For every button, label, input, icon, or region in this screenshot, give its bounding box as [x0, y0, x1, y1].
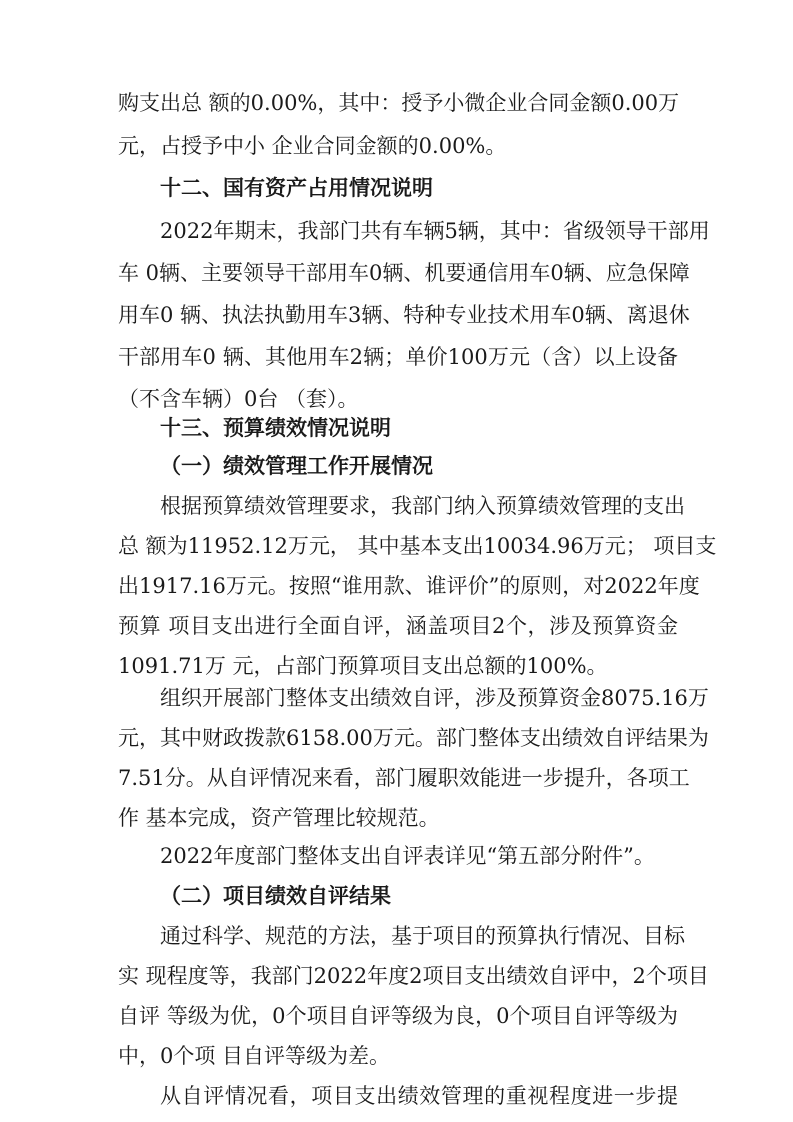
paragraph-line: 总 额为11952.12万元， 其中基本支出10034.96万元； 项目支 [118, 534, 717, 558]
paragraph-line: 干部用车0 辆、其他用车2辆；单价100万元（含）以上设备 [118, 345, 678, 369]
paragraph-line: 2022年度部门整体支出自评表详见“第五部分附件”。 [160, 844, 655, 868]
paragraph-line: 自评 等级为优，0个项目自评等级为良，0个项目自评等级为 [118, 1004, 678, 1028]
paragraph-line: 通过科学、规范的方法，基于项目的预算执行情况、目标 [160, 924, 685, 948]
paragraph-line: （不含车辆）0台 （套）。 [118, 387, 359, 411]
paragraph-line: 作 基本完成，资产管理比较规范。 [118, 806, 440, 830]
paragraph-line: 实 现程度等，我部门2022年度2项目支出绩效自评中，2个项目 [118, 964, 709, 988]
paragraph-line: 2022年期末，我部门共有车辆5辆，其中：省级领导干部用 [160, 219, 710, 243]
paragraph-line: 中，0个项 目自评等级为差。 [118, 1044, 391, 1068]
paragraph-line: 根据预算绩效管理要求，我部门纳入预算绩效管理的支出 [160, 494, 685, 518]
paragraph-line: 出1917.16万元。按照“谁用款、谁评价”的原则，对2022年度 [118, 574, 700, 598]
paragraph-line: 元，占授予中小 企业合同金额的0.00%。 [118, 134, 507, 158]
subsection-heading-13-2: （二）项目绩效自评结果 [160, 884, 391, 908]
paragraph-line: 车 0辆、主要领导干部用车0辆、机要通信用车0辆、应急保障 [118, 261, 690, 285]
section-heading-12: 十二、国有资产占用情况说明 [160, 176, 433, 200]
paragraph-line: 组织开展部门整体支出绩效自评，涉及预算资金8075.16万 [160, 686, 709, 710]
paragraph-line: 元，其中财政拨款6158.00万元。部门整体支出绩效自评结果为 [118, 726, 709, 750]
paragraph-line: 用车0 辆、执法执勤用车3辆、特种专业技术用车0辆、离退休 [118, 303, 690, 327]
section-heading-13: 十三、预算绩效情况说明 [160, 416, 391, 440]
paragraph-line: 从自评情况看，项目支出绩效管理的重视程度进一步提 [160, 1084, 678, 1108]
paragraph-line: 购支出总 额的0.00%，其中：授予小微企业合同金额0.00万 [118, 91, 680, 115]
paragraph-line: 1091.71万 元，占部门预算项目支出总额的100%。 [118, 654, 608, 678]
paragraph-line: 预算 项目支出进行全面自评，涵盖项目2个，涉及预算资金 [118, 614, 678, 638]
paragraph-line: 7.51分。从自评情况来看，部门履职效能进一步提升，各项工 [118, 766, 690, 790]
subsection-heading-13-1: （一）绩效管理工作开展情况 [160, 454, 433, 478]
